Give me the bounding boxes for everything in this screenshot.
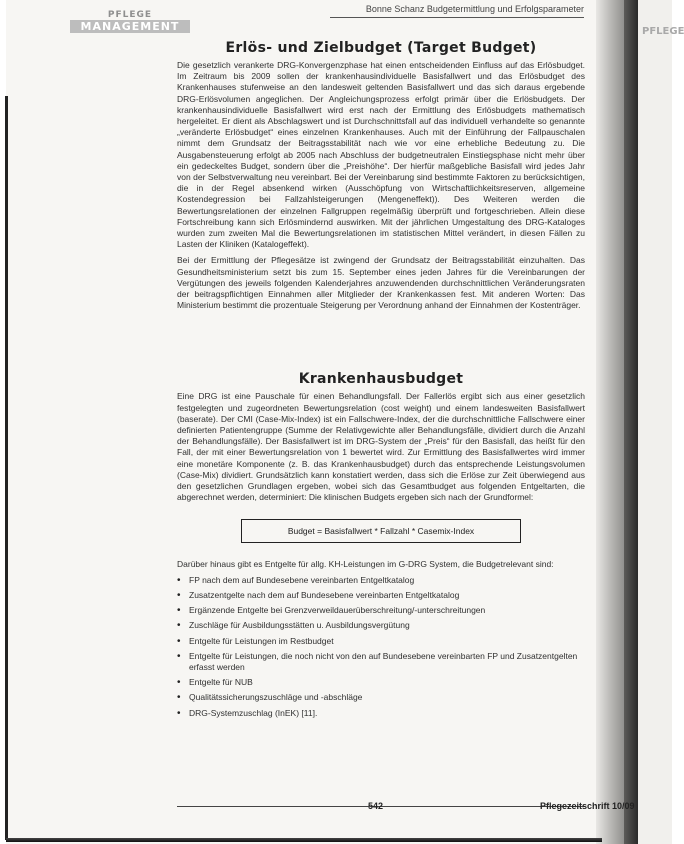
paragraph: Die gesetzlich verankerte DRG-Konvergenzphase hat einen entscheidenden Einfluss auf das Erlösbudget. Im Zeitraum bis 2009 sollen der krankenhausindividuelle Basisfallwert und das Erlösbudget des Krankenhauses stufenweise an den landesweit geltenden Basisfallwert und das sich daraus ergebende DRG-Erlösvolumen angeglichen. Der Angleichungsprozess erfolgt primär über die Erlösbudgets. Der krankenhausindividuelle Basisfallwert wird erst nach der Ermittlung des Erlösbudgets mathematisch hergeleitet. Er dient als Abschlagswert und ist Durchschnittsfall auf das individuell verhandelte so genannte „veränderte Erlösbudget“ eines einzelnen Krankenhauses. Auch mit der Einführung der Fallpauschalen nimmt dem Grundsatz der Beitragsstabilität nach wie vor eine erhebliche Bedeutung zu. Die Ausgabensteuerung erfolgt ab 2005 nach Abschluss der budgetneutralen Einstiegsphase nicht mehr über ein gedeckeltes Budget, sondern über die „Preishöhe“. Der hierfür maßgebliche Basisfall wird jedes Jahr von der Selbstverwaltung neu vereinbart. Bei der Vereinbarung sind bestimmte Faktoren zu berücksichtigen, die in der Regel absenkend wirken (Ausschöpfung von Wirtschaftlichkeitsreserven, allgemeine Kostendegression bei Fallzahlsteigerungen (Mengeneffekt)). Des Weiteren werden die Bewertungsrelationen der einzelnen Fallgruppen regelmäßig überprüft und fortgeschrieben. Allein diese Fortschreibung kann sich Erlösmindernd auswirken. Mit der jährlichen Umgestaltung des DRG-Kataloges wurden zum zweiten Mal die Bewertungsrelationen im statistischen Mittel verändert, in diesen Fällen zu Lasten der Kliniken (Katalogeffekt). (177, 60, 585, 250)
list-item: • Zusatzentgelte nach dem auf Bundesebene vereinbarten Entgeltkatalog (177, 590, 585, 601)
list-item: • Entgelte für Leistungen, die noch nicht von den auf Bundesebene vereinbarten FP und Zusatzentgelten erfasst werden (177, 651, 585, 673)
section-title-erloesbudget: Erlös- und Zielbudget (Target Budget) (225, 40, 537, 56)
journal-logo (70, 10, 190, 33)
book-gutter-shadow (596, 0, 626, 844)
list-item: • Zuschläge für Ausbildungsstätten u. Ausbildungsvergütung (177, 620, 585, 631)
journal-issue: Pflegezeitschrift 10/09 (540, 801, 635, 811)
list-item: • Ergänzende Entgelte bei Grenzverweildauerüberschreitung/-unterschreitungen (177, 605, 585, 616)
header-rule (330, 17, 584, 18)
paragraph: Bei der Ermittlung der Pflegesätze ist zwingend der Grundsatz der Beitragsstabilität einzuhalten. Das Gesundheitsministerium setzt bis zum 15. September eines jeden Jahres für die Vereinbarungen der Vergütungen des jeweils folgenden Kalenderjahres anzuwendenden durchschnittlichen Veränderungsraten der beitragspflichtigen Einnahmen aller Mitglieder der Krankenkassen fest. Mit anderen Worten: Das Ministerium bestimmt die prozentuale Steigerung per Verordnung anhand der Einnahmen der Kostenträger. (177, 255, 585, 311)
list-item: • DRG-Systemzuschlag (InEK) [11]. (177, 708, 585, 719)
next-page-edge (638, 0, 672, 844)
page-number: 542 (368, 801, 384, 811)
budget-formula-box: Budget = Basisfallwert * Fallzahl * Casemix-Index (241, 519, 521, 543)
running-head: Bonne Schanz Budgetermittlung und Erfolgsparameter (365, 4, 584, 14)
left-margin-rule (5, 96, 8, 840)
list-item: • Entgelte für Leistungen im Restbudget (177, 636, 585, 647)
list-item: • Entgelte für NUB (177, 677, 585, 688)
section-title-krankenhausbudget: Krankenhausbudget (298, 371, 464, 388)
paragraph: Eine DRG ist eine Pauschale für einen Behandlungsfall. Der Fallerlös ergibt sich aus einer gesetzlich festgelegten und zugeordneten Bewertungsrelation (cost weight) und einem landesweiten Basisfallwert (baserate). Der CMI (Case-Mix-Index) ist ein Fallschwere-Index, der die durchschnittliche Fallschwere einer definierten Patientengruppe (Summe der Relativgewichte aller Behandlungsfälle, dividiert durch die Anzahl der Behandlungsfälle). Der Basisfallwert ist im DRG-System der „Preis“ für den Basisfall, das heißt für den Fall, der mit einer Bewertungsrelation von 1 bewertet wird. Zur Ermittlung des Basisfallwertes wird immer eine monetäre Komponente (z. B. das Krankenhausbudget) durch das entsprechende Leistungsvolumen (Case-Mix) dividiert. Grundsätzlich kann konstatiert werden, dass sich die Erlöse zur Zeit überwiegend aus den gesetzlichen Grundlagen ergeben, wobei sich das Gesamtbudget aus folgenden Entgeltarten, die abgerechnet werden, determiniert: Die klinischen Budgets ergeben sich nach der Grundformel: (177, 391, 585, 503)
logo-line-1: PFLEGE (107, 10, 153, 20)
book-spine-edge (624, 0, 638, 844)
list-item: • Qualitätssicherungszuschläge und -abschläge (177, 692, 585, 703)
paragraph: Darüber hinaus gibt es Entgelte für allg. KH-Leistungen im G-DRG System, die Budgetrelevant sind: (177, 558, 554, 569)
article-body (177, 40, 585, 723)
next-page-logo: PFLEGE (642, 26, 684, 37)
bottom-edge-rule (6, 838, 602, 842)
entgelt-list (177, 575, 585, 719)
logo-line-2: MANAGEMENT (70, 20, 190, 33)
list-item: • FP nach dem auf Bundesebene vereinbarten Entgeltkatalog (177, 575, 585, 586)
